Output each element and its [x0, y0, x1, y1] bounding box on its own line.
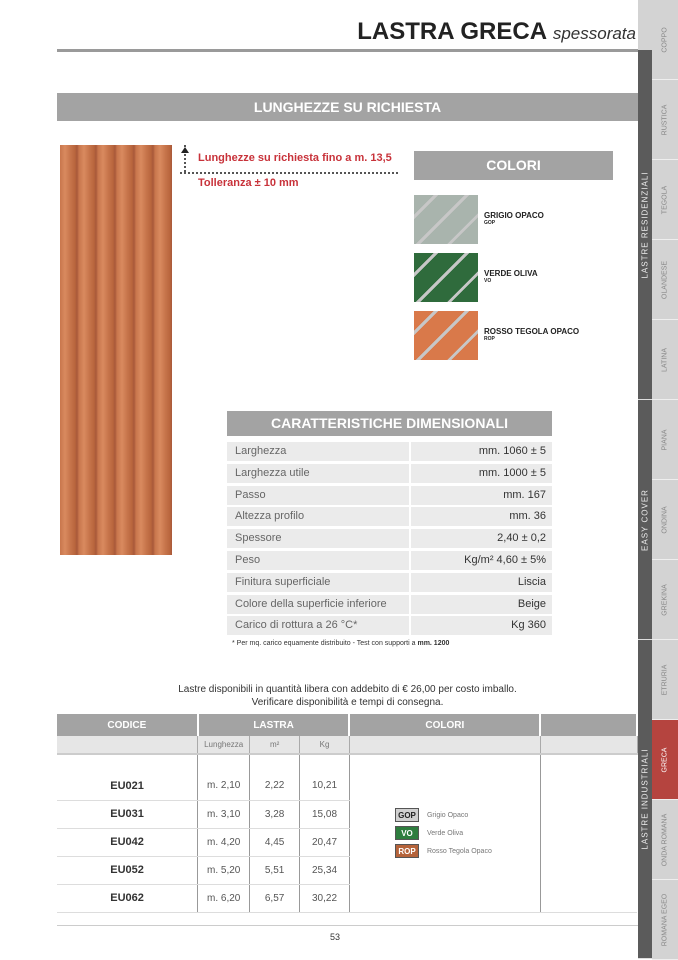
sidebar-tab-romana-egeo[interactable]: [652, 880, 678, 960]
spacer-cell: [250, 754, 300, 772]
legend-badge: ROP: [395, 844, 419, 858]
sidebar-tab-greca[interactable]: [652, 720, 678, 800]
color-label: [484, 269, 538, 284]
sidebar-tab-label: TEGOLA: [661, 185, 669, 214]
spec-label: Peso: [227, 551, 409, 570]
footnote-bold: mm. 1200: [417, 640, 450, 647]
cell-length: m. 6,20: [198, 884, 250, 912]
color-name: ROSSO TEGOLA OPACO: [484, 327, 580, 336]
cell-weight: 10,21: [300, 772, 350, 800]
cell-weight: 30,22: [300, 884, 350, 912]
spec-label: Finitura superficiale: [227, 573, 409, 592]
availability-line-2: Verificare disponibilità e tempi di consegna.: [251, 697, 444, 708]
sidebar-tab-label: PIANA: [661, 428, 669, 451]
sidebar-tab-label: GRECA: [661, 747, 669, 772]
spec-row: [227, 507, 552, 526]
specs-footnote: [232, 640, 449, 647]
sidebar-tab-label: ONDINA: [661, 505, 669, 534]
specs-title: CARATTERISTICHE DIMENSIONALI: [227, 411, 552, 436]
spec-value: mm. 167: [411, 486, 552, 505]
spec-row: [227, 529, 552, 548]
sidebar-tab-onda-romana[interactable]: [652, 800, 678, 880]
sidebar-tab-ondina[interactable]: [652, 480, 678, 560]
product-table: [57, 714, 638, 913]
color-code: ROP: [484, 336, 495, 342]
table-bottom-rule: [57, 925, 638, 926]
spec-label: Altezza profilo: [227, 507, 409, 526]
sidebar-tab-label: ETRURIA: [661, 664, 669, 695]
spec-value: mm. 1060 ± 5: [411, 442, 552, 461]
header-colors: COLORI: [349, 714, 540, 736]
page-title: [357, 18, 636, 46]
sidebar-tab-etruria[interactable]: [652, 640, 678, 720]
color-name: VERDE OLIVA: [484, 269, 538, 278]
spec-label: Colore della superficie inferiore: [227, 595, 409, 614]
legend-badge: GOP: [395, 808, 419, 822]
colors-title: COLORI: [414, 151, 613, 180]
sidebar-tab-label: GREKINA: [661, 583, 669, 616]
sidebar-tab-olandese[interactable]: [652, 240, 678, 320]
legend-item: [395, 808, 540, 822]
sidebar-tab-label: RUSTICA: [661, 104, 669, 135]
color-swatch: [414, 311, 478, 360]
spec-row: [227, 442, 552, 461]
spec-value: Liscia: [411, 573, 552, 592]
spec-label: Larghezza utile: [227, 464, 409, 483]
sidebar-tab-latina[interactable]: [652, 320, 678, 400]
sidebar-tab-piana[interactable]: [652, 400, 678, 480]
cell-code: EU031: [57, 800, 198, 828]
spec-value: mm. 36: [411, 507, 552, 526]
color-code: GOP: [484, 220, 496, 226]
sidebar-group-label: EASY COVER: [640, 488, 650, 551]
spec-value: Beige: [411, 595, 552, 614]
sidebar-tab-label: OLANDESE: [661, 260, 669, 299]
cell-weight: 15,08: [300, 800, 350, 828]
availability-line-1: Lastre disponibili in quantità libera con addebito di € 26,00 per costo imballo.: [178, 684, 517, 695]
dotted-divider: [180, 172, 398, 174]
title-main: LASTRA GRECA: [357, 18, 547, 45]
cell-weight: 20,47: [300, 828, 350, 856]
header-empty: [540, 714, 637, 736]
color-swatch: [414, 195, 478, 244]
length-note: Lunghezze su richiesta fino a m. 13,5: [198, 152, 392, 164]
header-sheet: LASTRA: [198, 714, 350, 736]
tolerance-note: Tolleranza ± 10 mm: [198, 177, 299, 189]
legend-item: [395, 826, 540, 840]
spec-label: Larghezza: [227, 442, 409, 461]
sidebar-group-label: LASTRE INDUSTRIALI: [640, 748, 650, 850]
spec-value: Kg 360: [411, 616, 552, 635]
sidebar-group: [638, 640, 652, 959]
empty-cell: [540, 754, 637, 912]
sidebar-tab-label: ONDA ROMANA: [661, 813, 669, 866]
spec-row: [227, 486, 552, 505]
legend-item: [395, 844, 540, 858]
spec-row: [227, 616, 552, 635]
lengths-banner: LUNGHEZZE SU RICHIESTA: [57, 93, 638, 121]
color-name: GRIGIO OPACO: [484, 211, 544, 220]
sidebar-group: [638, 400, 652, 640]
sidebar-group: [638, 50, 652, 400]
cell-area: 6,57: [250, 884, 300, 912]
color-label: [484, 327, 579, 342]
sidebar-tab-label: ROMANA EGEO: [661, 893, 669, 946]
cell-length: m. 3,10: [198, 800, 250, 828]
cell-weight: 25,34: [300, 856, 350, 884]
spacer-row: [57, 754, 637, 772]
cell-area: 2,22: [250, 772, 300, 800]
cell-length: m. 5,20: [198, 856, 250, 884]
sheet-image: [60, 145, 172, 555]
sub-weight: Kg: [300, 736, 350, 754]
cell-area: 5,51: [250, 856, 300, 884]
sidebar-tab-tegola[interactable]: [652, 160, 678, 240]
legend-name: Grigio Opaco: [426, 811, 469, 819]
legend-name: Rosso Tegola Opaco: [426, 847, 492, 855]
page-number: 53: [330, 932, 341, 942]
title-rule: [57, 49, 638, 52]
spec-label: Passo: [227, 486, 409, 505]
header-code: CODICE: [57, 714, 198, 736]
spec-row: [227, 464, 552, 483]
arrow-up-icon: [184, 145, 186, 172]
colors-legend-cell: [349, 754, 540, 912]
cell-code: EU062: [57, 884, 198, 912]
spec-row: [227, 551, 552, 570]
color-label: [484, 211, 544, 226]
cell-length: m. 2,10: [198, 772, 250, 800]
cell-area: 4,45: [250, 828, 300, 856]
color-code: VO: [484, 278, 492, 284]
spec-value: mm. 1000 ± 5: [411, 464, 552, 483]
sidebar-tab-label: COPPO: [661, 26, 669, 53]
spacer-cell: [198, 754, 250, 772]
color-swatch: [414, 253, 478, 302]
spec-row: [227, 573, 552, 592]
sidebar-tab-rustica[interactable]: [652, 80, 678, 160]
sidebar-group-label: LASTRE RESIDENZIALI: [640, 170, 650, 279]
legend-name: Verde Oliva: [426, 829, 464, 837]
cell-area: 3,28: [250, 800, 300, 828]
cell-code: EU042: [57, 828, 198, 856]
footnote-text: * Per mq. carico equamente distribuito - Test con supporti a: [232, 640, 418, 647]
sidebar-tab-grekina[interactable]: [652, 560, 678, 640]
sub-empty: [57, 736, 198, 754]
spec-value: 2,40 ± 0,2: [411, 529, 552, 548]
title-subtitle: spessorata: [552, 24, 636, 43]
sidebar-tab-coppo[interactable]: [652, 0, 678, 80]
sub-length: Lunghezza: [198, 736, 250, 754]
spacer-cell: [300, 754, 350, 772]
sidebar-tab-label: LATINA: [661, 347, 669, 372]
cell-code: EU052: [57, 856, 198, 884]
sub-area: m²: [250, 736, 300, 754]
spec-row: [227, 595, 552, 614]
legend-badge: VO: [395, 826, 419, 840]
spec-label: Spessore: [227, 529, 409, 548]
cell-code: EU021: [57, 772, 198, 800]
spec-value: Kg/m² 4,60 ± 5%: [411, 551, 552, 570]
spec-label: Carico di rottura a 26 °C*: [227, 616, 409, 635]
spacer-cell: [57, 754, 198, 772]
sub-extra: [540, 736, 637, 754]
cell-length: m. 4,20: [198, 828, 250, 856]
sub-colors: [349, 736, 540, 754]
